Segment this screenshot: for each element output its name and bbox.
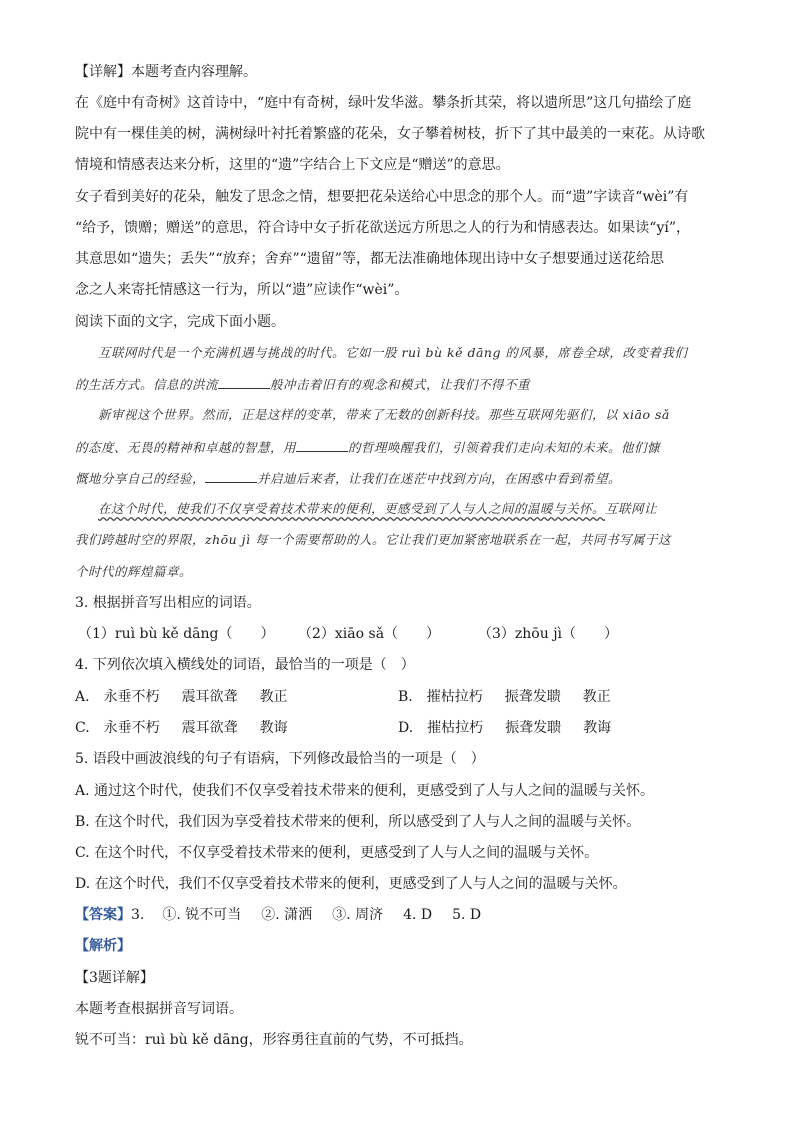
option-word-3: 教正 xyxy=(582,689,611,705)
q4-option-a xyxy=(75,687,288,707)
q5-option-a: A. 通过这个时代，使我们不仅享受着技术带来的便利，更感受到了人与人之间的温暖与关怀。 xyxy=(75,783,655,799)
option-word-1: 永垂不朽 xyxy=(103,720,160,736)
analysis-tag: 【解析】 xyxy=(75,938,131,954)
intro-line-8: 念之人来寄托情感这一行为，所以“遗”应读作“wèi”。 xyxy=(75,282,409,298)
option-word-2: 振聋发聩 xyxy=(505,720,562,736)
passage-line-4-pre: 的态度、无畏的精神和卓越的智慧，用 xyxy=(75,440,297,455)
analysis-line-2: 锐不可当：ruì bù kě dāng，形容勇往直前的气势，不可抵挡。 xyxy=(75,1032,473,1048)
intro-line-6: “给予，馈赠；赠送”的意思，符合诗中女子折花欲送远方所思之人的行为和情感表达。如果读“yí”， xyxy=(75,220,691,236)
q3-title: 3. 根据拼音写出相应的词语。 xyxy=(75,595,261,611)
option-letter: D. xyxy=(398,720,414,736)
q5-option-c: C. 在这个时代，不仅享受着技术带来的便利，更感受到了人与人之间的温暖与关怀。 xyxy=(75,845,599,861)
option-word-3: 教诲 xyxy=(259,720,288,736)
blank-3 xyxy=(205,468,257,483)
wavy-underlined-sentence: 在这个时代，使我们不仅享受着技术带来的便利，更感受到了人与人之间的温暖与关怀。 xyxy=(98,501,606,516)
answer-tag: 【答案】 xyxy=(75,907,131,923)
answer-4: 4. D xyxy=(403,907,433,923)
passage-line-5-pre: 慨地分享自己的经验， xyxy=(75,471,206,486)
passage-line-4-post: 的哲理唤醒我们，引领着我们走向未知的未来。他们慷 xyxy=(348,440,661,455)
answer-mark-1: ① xyxy=(162,907,177,923)
q5-title: 5. 语段中画波浪线的句子有语病，下列修改最恰当的一项是（ ） xyxy=(75,751,485,767)
q4-option-d xyxy=(398,718,611,738)
answer-line xyxy=(75,905,481,925)
reading-instruction: 阅读下面的文字，完成下面小题。 xyxy=(75,314,285,330)
option-letter: B. xyxy=(398,689,413,705)
passage-line-5 xyxy=(75,468,621,489)
intro-line-7: 其意思如“遗失；丢失”“放弃；舍弃”“遗留”等，都无法准确地体现出诗中女子想要通过送花给思 xyxy=(75,251,664,267)
option-letter: A. xyxy=(75,689,90,705)
answer-mark-3: ③ xyxy=(332,907,347,923)
blank-2 xyxy=(296,437,348,452)
analysis-sub: 【3题详解】 xyxy=(75,970,154,986)
q5-option-d: D. 在这个时代，我们不仅享受着技术带来的便利，更感受到了人与人之间的温暖与关怀。 xyxy=(75,876,627,892)
q3-item-1: （1）ruì bù kě dāng（ ） xyxy=(78,626,275,642)
passage-line-4 xyxy=(75,437,660,458)
option-word-1: 永垂不朽 xyxy=(103,689,160,705)
answer-5: 5. D xyxy=(452,907,482,923)
option-word-3: 教正 xyxy=(259,689,288,705)
q4-title: 4. 下列依次填入横线处的词语，最恰当的一项是（ ） xyxy=(75,657,415,673)
q3-item-3: （3）zhōu jì（ ） xyxy=(478,626,619,642)
option-word-3: 教诲 xyxy=(583,720,612,736)
option-word-1: 摧枯拉朽 xyxy=(426,689,483,705)
passage-line-6-rest: 互联网让 xyxy=(605,501,658,516)
intro-line-3: 院中有一棵佳美的树，满树绿叶衬托着繁盛的花朵，女子攀着树枝，折下了其中最美的一束花。从诗歌 xyxy=(75,126,705,142)
passage-line-6 xyxy=(98,499,657,519)
passage-line-2-post: 般冲击着旧有的观念和模式，让我们不得不重 xyxy=(270,377,531,392)
intro-line-5: 女子看到美好的花朵，触发了思念之情，想要把花朵送给心中思念的那个人。而“遗”字读音“wèi”有 xyxy=(75,189,689,205)
intro-line-4: 情境和情感表达来分析，这里的“遗”字结合上下文应是“赠送”的意思。 xyxy=(75,157,510,173)
option-letter: C. xyxy=(75,720,90,736)
intro-line-1: 【详解】本题考查内容理解。 xyxy=(75,64,257,80)
passage-line-5-post: 并启迪后来者，让我们在迷茫中找到方向，在困惑中看到希望。 xyxy=(257,471,622,486)
answer-num: 3. xyxy=(131,907,145,923)
q4-option-b xyxy=(398,687,611,707)
option-word-2: 震耳欲聋 xyxy=(181,720,238,736)
q4-option-c xyxy=(75,718,288,738)
q5-option-b: B. 在这个时代，我们因为享受着技术带来的便利，所以感受到了人与人之间的温暖与关怀。 xyxy=(75,814,641,830)
answer-1: . 锐不可当 xyxy=(176,907,242,923)
intro-line-2: 在《庭中有奇树》这首诗中，“庭中有奇树，绿叶发华滋。攀条折其荣，将以遗所思”这几句描绘了庭 xyxy=(75,95,692,111)
passage-line-8: 个时代的辉煌篇章。 xyxy=(75,564,193,579)
answer-mark-2: ② xyxy=(261,907,276,923)
analysis-line-1: 本题考查根据拼音写词语。 xyxy=(75,1001,243,1017)
passage-line-2-pre: 的生活方式。信息的洪流 xyxy=(75,377,219,392)
passage-line-7: 我们跨越时空的界限，zhōu jì 每一个需要帮助的人。它让我们更加紧密地联系在一起，共同书写属于这 xyxy=(75,532,672,547)
option-word-2: 振聋发聩 xyxy=(504,689,561,705)
answer-2: . 潇洒 xyxy=(275,907,313,923)
answer-3: . 周济 xyxy=(346,907,384,923)
passage-line-1: 互联网时代是一个充满机遇与挑战的时代。它如一股 ruì bù kě dāng 的风暴，席卷全球，改变着我们 xyxy=(98,345,688,360)
passage-line-3: 新审视这个世界。然而，正是这样的变革，带来了无数的创新科技。那些互联网先驱们，以 xiāo sǎ xyxy=(98,407,670,422)
q3-item-2: （2）xiāo sǎ（ ） xyxy=(298,626,441,642)
option-word-2: 震耳欲聋 xyxy=(181,689,238,705)
passage-line-2 xyxy=(75,374,530,395)
option-word-1: 摧枯拉朽 xyxy=(427,720,484,736)
blank-1 xyxy=(218,374,270,389)
